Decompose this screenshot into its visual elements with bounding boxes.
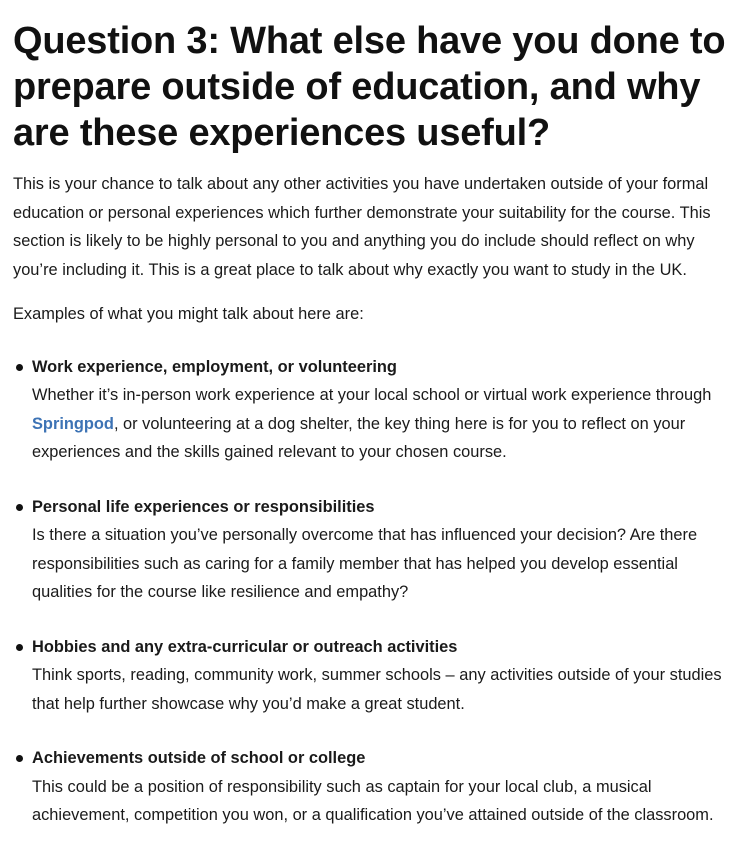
list-item-body: Think sports, reading, community work, summer schools – any activities outside of your studies that help further showcase why you’d make a great student. [32, 666, 722, 713]
list-item-title: Personal life experiences or responsibilities [32, 497, 375, 516]
bullet-icon [16, 504, 23, 511]
examples-list [13, 353, 732, 830]
list-item-work-experience [13, 353, 732, 467]
list-item-hobbies [13, 633, 732, 719]
bullet-icon [16, 644, 23, 651]
body-text: , or volunteering at a dog shelter, the key thing here is for you to reflect on your experiences and the skills gained relevant to your chosen course. [32, 414, 686, 461]
list-item-body [32, 381, 732, 467]
bullet-icon [16, 364, 23, 371]
list-item-body: This could be a position of responsibility such as captain for your local club, a musical achievement, competition you won, or a qualification you’ve attained outside of the classroom. [32, 777, 714, 824]
list-item-achievements [13, 744, 732, 830]
list-item-title: Hobbies and any extra-curricular or outreach activities [32, 637, 458, 656]
list-item-body: Is there a situation you’ve personally overcome that has influenced your decision? Are there responsibilities such as caring for a family member that has helped you develop essential qualities for the course like resilience and empathy? [32, 526, 698, 601]
intro-paragraph: This is your chance to talk about any other activities you have undertaken outside of your formal education or personal experiences which further demonstrate your suitability for the course. This section is likely to be highly personal to you and anything you do include should reflect on why you’re including it. This is a great place to talk about why exactly you want to study in the UK. [13, 175, 711, 279]
springpod-link[interactable]: Springpod [32, 414, 114, 433]
list-item-personal-experiences [13, 493, 732, 607]
page-title: Question 3: What else have you done to prepare outside of education, and why are these experiences useful? [13, 20, 726, 154]
list-item-title: Achievements outside of school or college [32, 749, 366, 767]
examples-lead: Examples of what you might talk about here are: [13, 305, 364, 323]
bullet-icon [16, 755, 23, 762]
body-text: Whether it’s in-person work experience at your local school or virtual work experience through [32, 386, 712, 404]
list-item-title: Work experience, employment, or volunteering [32, 357, 397, 376]
